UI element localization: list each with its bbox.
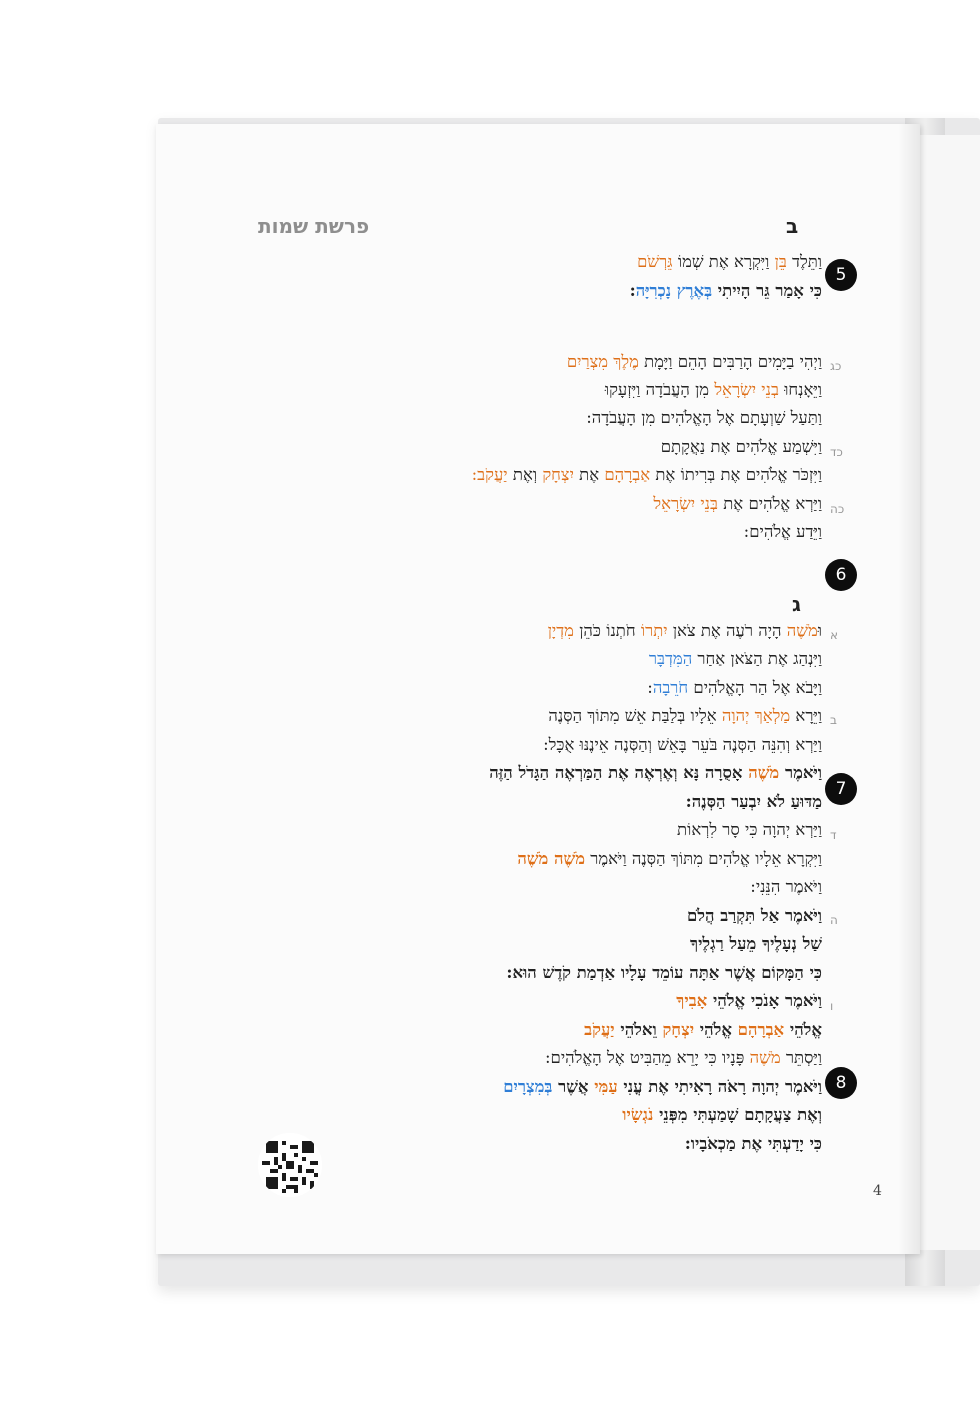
verse-number: כג <box>830 359 842 373</box>
verse-line: שַׁל נְעָלֶיךָ מֵעַל רַגְלֶיךָ <box>689 934 822 953</box>
verse-number: כה <box>830 502 845 516</box>
verse-line: וְאֶת צַעֲקָתָם שָׁמַעְתִּי מִפְּנֵי נֹגְשָׂיו <box>622 1105 822 1124</box>
verse-line: וַיֵּדַע אֱלֹהִים: <box>743 522 822 541</box>
verse-line: וַיֹּאמֶר אָנֹכִי אֱלֹהֵי אָבִיךָ <box>676 991 822 1010</box>
verse-line: וַיִּשְׁמַע אֱלֹהִים אֶת נַאֲקָתָם <box>660 437 822 456</box>
page-gutter-shadow <box>898 124 920 1254</box>
verse-line: וַיִּזְכֹּר אֱלֹהִים אֶת בְּרִיתוֹ אֶת אַבְרָהָם אֶת יִצְחָק וְאֶת יַעֲקֹב: <box>471 465 822 484</box>
facing-page-edge <box>918 135 980 1250</box>
verse-line: וּמֹשֶׁה הָיָה רֹעֶה אֶת צֹאן יִתְרוֹ חֹתְנוֹ כֹּהֵן מִדְיָן <box>547 621 822 640</box>
verse-line: כִּי הַמָּקוֹם אֲשֶׁר אַתָּה עוֹמֵד עָלָיו אַדְמַת קֹדֶשׁ הוּא: <box>506 963 822 982</box>
section-marker-5: 5 <box>825 259 857 291</box>
verse-line: מַדּוּעַ לֹא יִבְעַר הַסְּנֶה: <box>685 792 822 811</box>
verse-line: וַיַּרְא וְהִנֵּה הַסְּנֶה בֹּעֵר בָּאֵשׁ וְהַסְּנֶה אֵינֶנּוּ אֻכָּל: <box>543 735 822 754</box>
verse-line: וַיַּרְא יְהוָה כִּי סָר לִרְאוֹת <box>677 820 822 839</box>
page-number: 4 <box>873 1183 882 1199</box>
verse-number: כד <box>830 445 843 459</box>
chapter-letter-bet: ב <box>786 214 799 238</box>
verse-line: כִּי יָדַעְתִּי אֶת מַכְאֹבָיו: <box>684 1134 822 1153</box>
verse-line: וַתַּעַל שַׁוְעָתָם אֶל הָאֱלֹהִים מִן הָעֲבֹדָה: <box>586 408 822 427</box>
verse-number: ה <box>830 913 838 927</box>
verse-line: אֱלֹהֵי אַבְרָהָם אֱלֹהֵי יִצְחָק וֵאלֹהֵי יַעֲקֹב <box>584 1020 822 1039</box>
verse-line: כִּי אָמַר גֵּר הָיִיתִי בְּאֶרֶץ נָכְרִיָּה: <box>629 281 822 300</box>
verse-number: ו <box>830 999 834 1013</box>
parsha-title: פרשת שמות <box>258 214 370 238</box>
verse-line: וַיְהִי בַיָּמִים הָרַבִּים הָהֵם וַיָּמָת מֶלֶךְ מִצְרַיִם <box>566 352 822 371</box>
verse-number: ד <box>830 828 837 842</box>
verse-line: וַיִּנְהַג אֶת הַצֹּאן אַחַר הַמִּדְבָּר <box>648 649 822 668</box>
verse-line: וַיֹּאמֶר אַל תִּקְרַב הֲלֹם <box>686 906 822 925</box>
verse-line: וַיֹּאמֶר מֹשֶׁה אָסֻרָה נָּא וְאֶרְאֶה אֶת הַמַּרְאֶה הַגָּדֹל הַזֶּה <box>489 763 822 782</box>
section-marker-6: 6 <box>825 559 857 591</box>
verse-line: וַיֵּרָא מַלְאַךְ יְהוָה אֵלָיו בְּלַבַּת אֵשׁ מִתּוֹךְ הַסְּנֶה <box>548 706 822 725</box>
verse-number: א <box>830 628 839 642</box>
chapter-letter-gimel: ג <box>792 592 801 616</box>
verse-number: ב <box>830 713 837 727</box>
section-marker-7: 7 <box>825 773 857 805</box>
verse-line: וַיֹּאמֶר יְהוָה רָאֹה רָאִיתִי אֶת עֳנִי עַמִּי אֲשֶׁר בְּמִצְרָיִם <box>503 1077 822 1096</box>
verse-line: וַיַּרְא אֱלֹהִים אֶת בְּנֵי יִשְׂרָאֵל <box>653 494 822 513</box>
section-marker-8: 8 <box>825 1067 857 1099</box>
verse-line: וַיִּקְרָא אֵלָיו אֱלֹהִים מִתּוֹךְ הַסְּנֶה וַיֹּאמֶר מֹשֶׁה מֹשֶׁה <box>517 849 822 868</box>
verse-line: וַתֵּלֶד בֵּן וַיִּקְרָא אֶת שְׁמוֹ גֵּרְשֹׁם <box>637 252 822 271</box>
verse-line: וַיֹּאמֶר הִנֵּנִי: <box>750 877 822 896</box>
verse-line: וַיֵּאָנְחוּ בְנֵי יִשְׂרָאֵל מִן הָעֲבֹדָה וַיִּזְעָקוּ <box>604 380 822 399</box>
verse-line: וַיַּסְתֵּר מֹשֶׁה פָּנָיו כִּי יָרֵא מֵהַבִּיט אֶל הָאֱלֹהִים: <box>545 1048 822 1067</box>
verse-line: וַיָּבֹא אֶל הַר הָאֱלֹהִים חֹרֵבָה: <box>647 678 822 697</box>
qr-code-icon[interactable] <box>258 1133 322 1197</box>
